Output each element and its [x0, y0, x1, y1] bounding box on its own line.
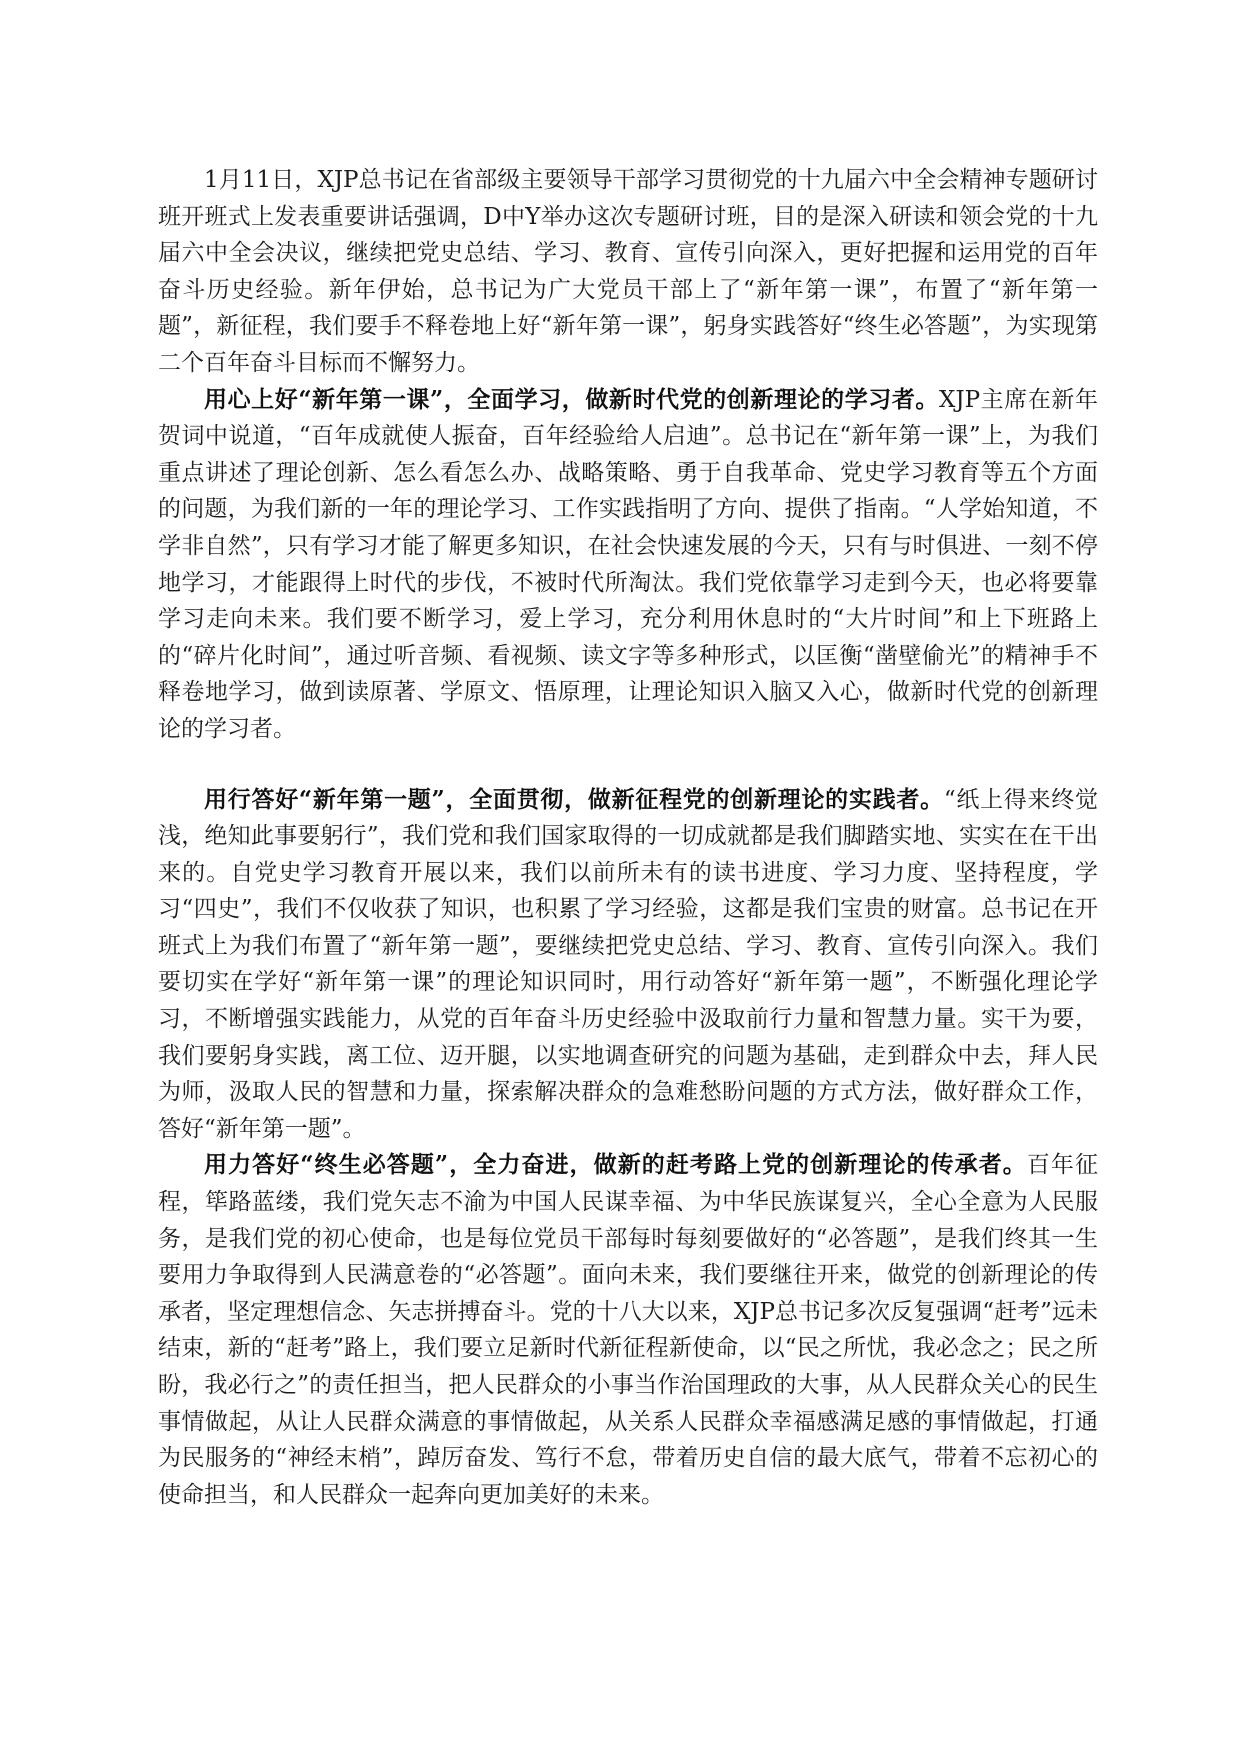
paragraph-heading: 用心上好“新年第一课”，全面学习，做新时代党的创新理论的学习者。 [204, 385, 940, 413]
paragraph-text: “纸上得来终觉浅，绝知此事要躬行”，我们党和我们国家取得的一切成就都是我们脚踏实地、实实在在干出来的。自党史学习教育开展以来，我们以前所未有的读书进度、学习力度、坚持程度，学习“四史”，我们不仅收获了知识，也积累了学习经验，这都是我们宝贵的财富。总书记在开班式上为我们布置了“新年第一题”，要继续把党史总结、学习、教育、宣传引向深入。我们要切实在学好“新年第一课”的理论知识同时，用行动答好“新年第一题”，不断强化理论学习，不断增强实践能力，从党的百年奋斗历史经验中汲取前行力量和智慧力量。实干为要，我们要躬身实践，离工位、迈开腿，以实地调查研究的问题为基础，走到群众中去，拜人民为师，汲取人民的智慧和力量，探索解决群众的急难愁盼问题的方式方法，做好群众工作，答好“新年第一题”。 [158, 786, 1098, 1142]
paragraph-text: 1月11日，XJP总书记在省部级主要领导干部学习贯彻党的十九届六中全会精神专题研讨班开班式上发表重要讲话强调，D中Y举办这次专题研讨班，目的是深入研读和领会党的十九届六中全会决议，继续把党史总结、学习、教育、宣传引向深入，更好把握和运用党的百年奋斗历史经验。新年伊始，总书记为广大党员干部上了“新年第一课”，布置了“新年第一题”，新征程，我们要手不释卷地上好“新年第一课”，躬身实践答好“终生必答题”，为实现第二个百年奋斗目标而不懈努力。 [158, 167, 1098, 376]
paragraph-text: 百年征程，筚路蓝缕，我们党矢志不渝为中国人民谋幸福、为中华民族谋复兴，全心全意为人民服务，是我们党的初心使命，也是每位党员干部每时每刻要做好的“必答题”，是我们终其一生要用力争取得到人民满意卷的“必答题”。面向未来，我们要继往开来，做党的创新理论的传承者，坚定理想信念、矢志拼搏奋斗。党的十八大以来，XJP总书记多次反复强调“赶考”远未结束，新的“赶考”路上，我们要立足新时代新征程新使命，以“民之所忧，我必念之；民之所盼，我必行之”的责任担当，把人民群众的小事当作治国理政的大事，从人民群众关心的民生事情做起，从让人民群众满意的事情做起，从关系人民群众幸福感满足感的事情做起，打通为民服务的“神经末梢”，踔厉奋发、笃行不怠，带着历史自信的最大底气，带着不忘初心的使命担当，和人民群众一起奔向更加美好的未来。 [158, 1152, 1098, 1508]
paragraph-study [158, 382, 1098, 748]
paragraph-intro [158, 162, 1098, 382]
paragraph-heading: 用力答好“终生必答题”，全力奋进，做新的赶考路上党的创新理论的传承者。 [204, 1151, 1027, 1179]
paragraph-heading: 用行答好“新年第一题”，全面贯彻，做新征程党的创新理论的实践者。 [204, 785, 944, 813]
paragraph-inherit [158, 1147, 1098, 1513]
paragraph-text: XJP主席在新年贺词中说道，“百年成就使人振奋，百年经验给人启迪”。总书记在“新年第一课”上，为我们重点讲述了理论创新、怎么看怎么办、战略策略、勇于自我革命、党史学习教育等五个方面的问题，为我们新的一年的理论学习、工作实践指明了方向、提供了指南。“人学始知道，不学非自然”，只有学习才能了解更多知识，在社会快速发展的今天，只有与时俱进、一刻不停地学习，才能跟得上时代的步伐，不被时代所淘汰。我们党依靠学习走到今天，也必将要靠学习走向未来。我们要不断学习，爱上学习，充分利用休息时的“大片时间”和上下班路上的“碎片化时间”，通过听音频、看视频、读文字等多种形式，以匡衡“凿壁偷光”的精神手不释卷地学习，做到读原著、学原文、悟原理，让理论知识入脑又入心，做新时代党的创新理论的学习者。 [158, 386, 1098, 742]
paragraph-practice [158, 782, 1098, 1148]
document-body [158, 162, 1098, 1513]
